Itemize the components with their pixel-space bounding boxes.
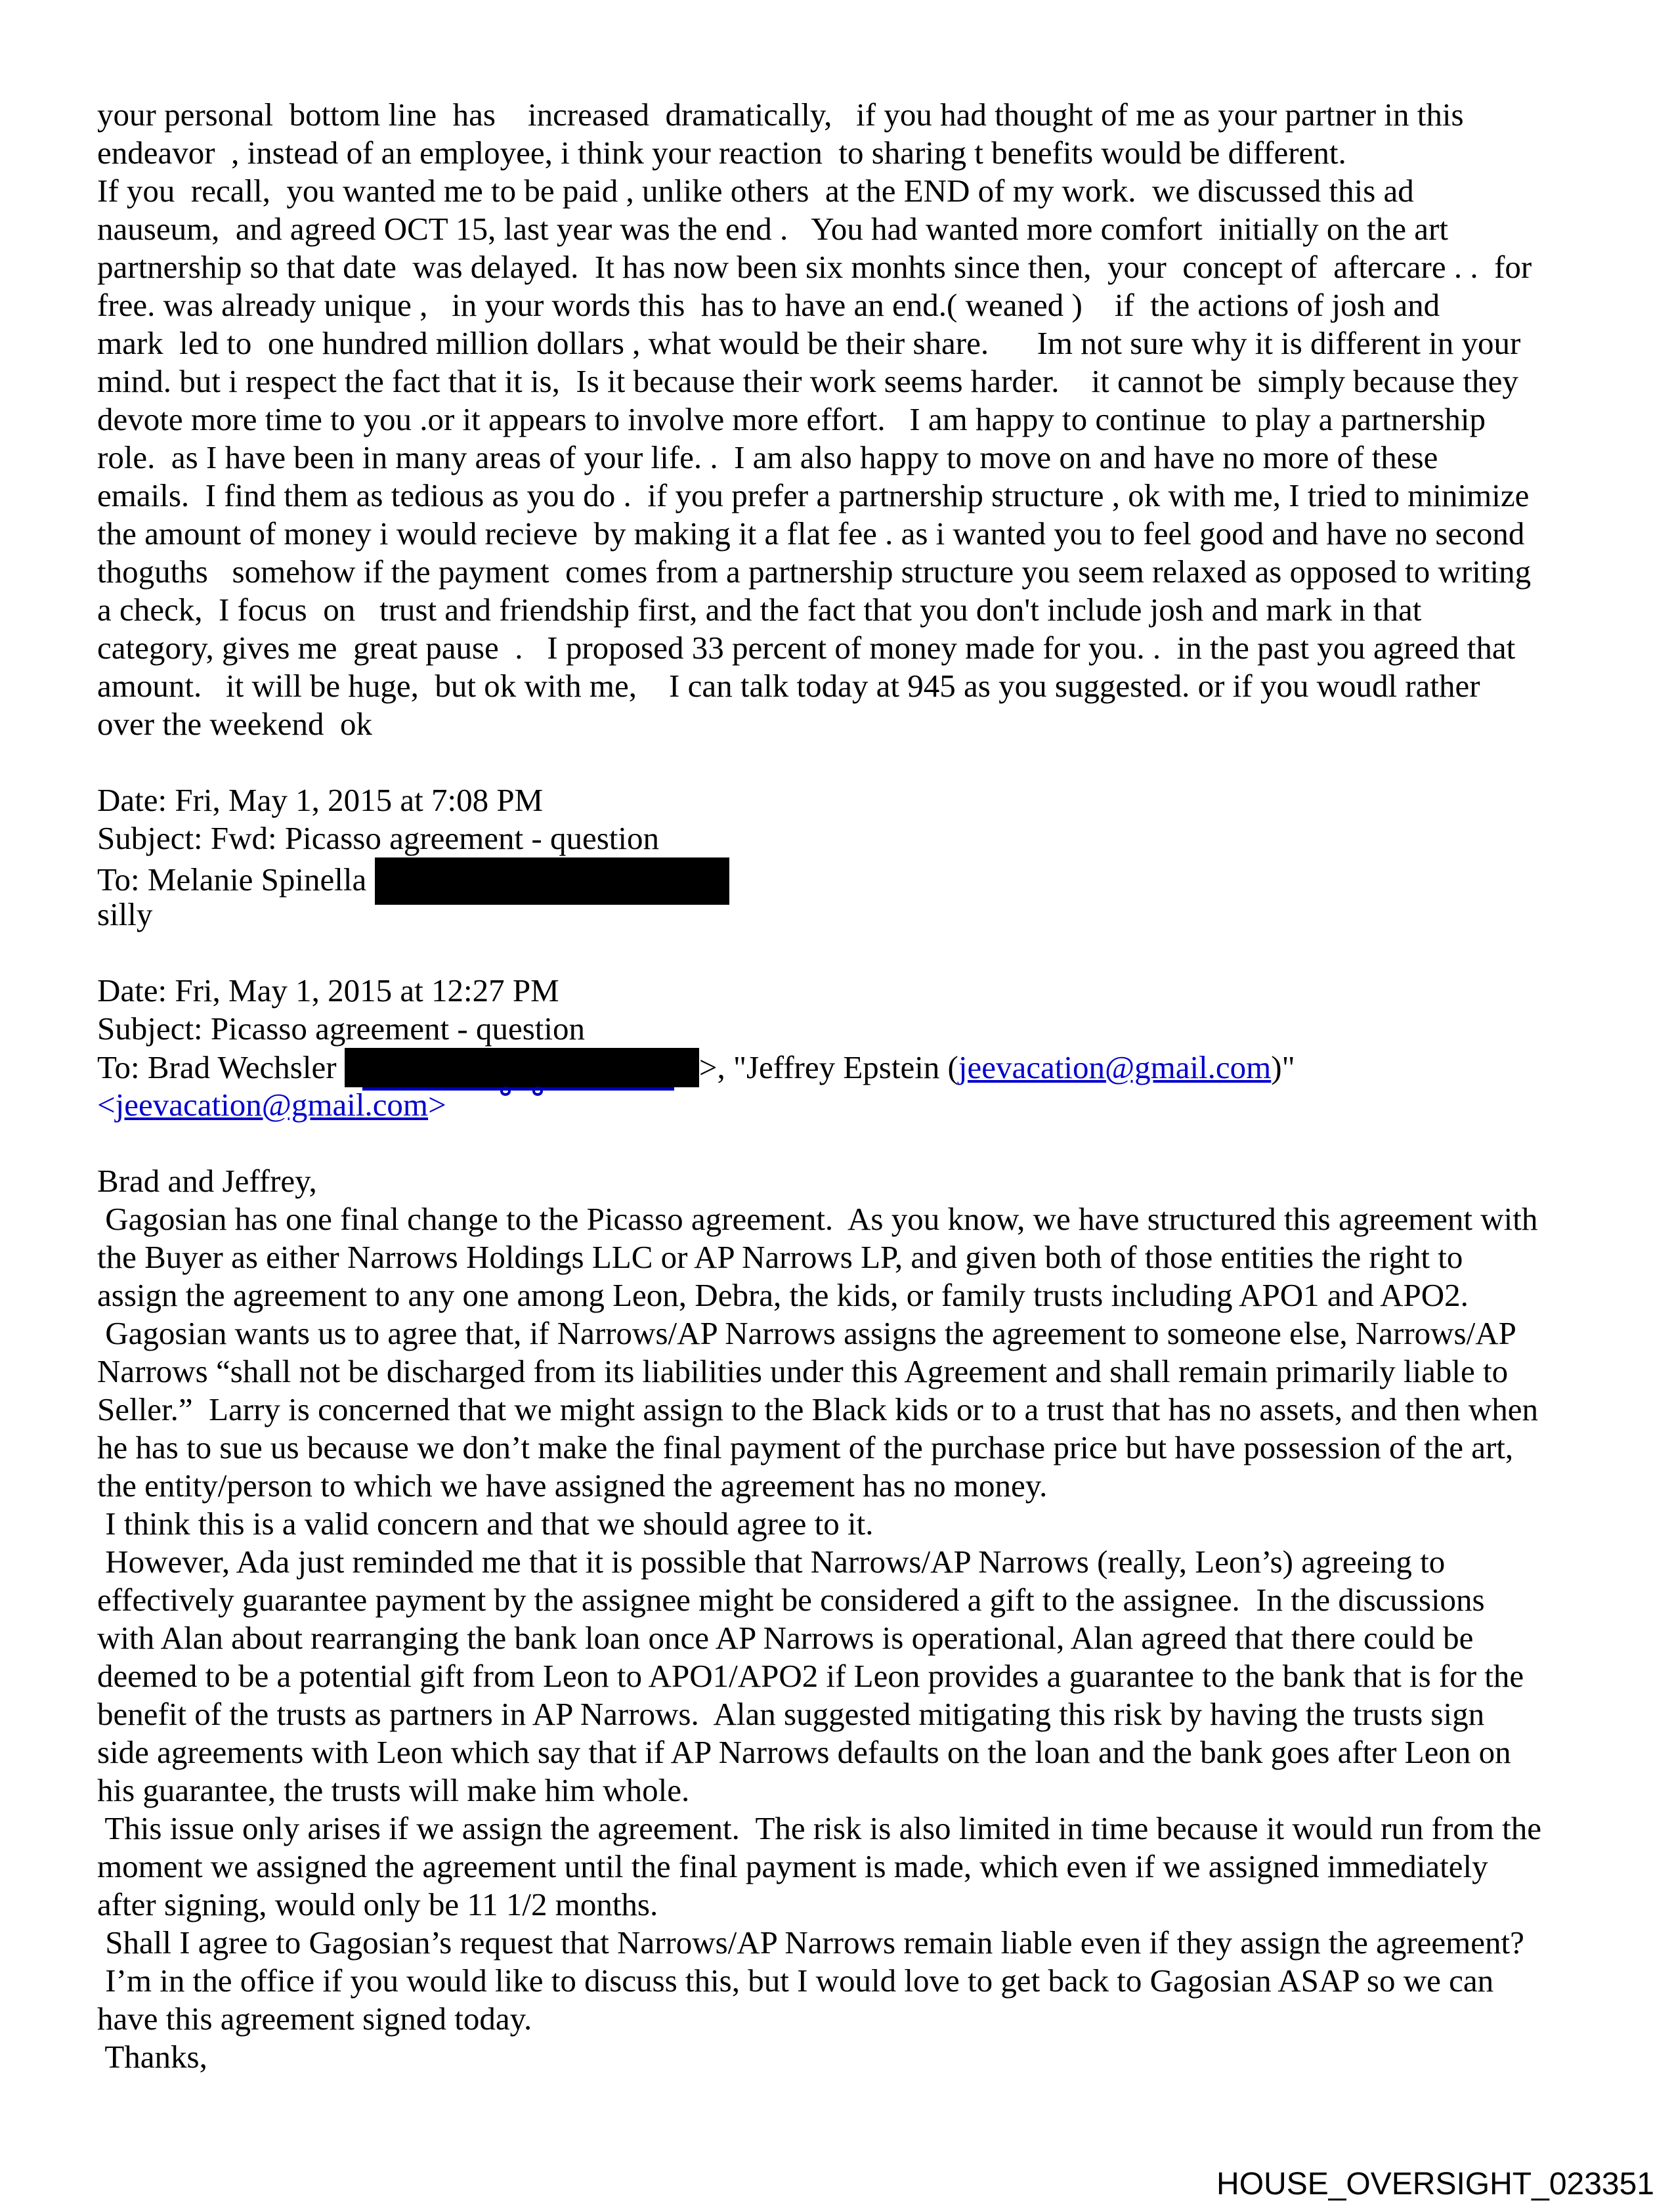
text-line xyxy=(97,1962,1587,2000)
text-line xyxy=(97,1086,1587,1124)
text-run: devote more time to you .or it appears to involve more effort. I am happy to continue to play a partnership xyxy=(97,401,1486,437)
text-line xyxy=(97,1810,1587,1848)
text-line xyxy=(97,1505,1587,1543)
text-line xyxy=(97,1391,1587,1429)
text-run: >, "Jeffrey Epstein ( xyxy=(698,1049,958,1085)
text-line xyxy=(97,1619,1587,1657)
text-line xyxy=(97,857,1587,896)
text-run: mark led to one hundred million dollars , what would be their share. Im not sure why it is different in your xyxy=(97,325,1521,361)
text-line xyxy=(97,1353,1587,1391)
text-line xyxy=(97,324,1587,362)
text-run: moment we assigned the agreement until the final payment is made, which even if we assigned immediately xyxy=(97,1848,1488,1884)
text-line xyxy=(97,972,1587,1010)
text-run: I’m in the office if you would like to discuss this, but I would love to get back to Gagosian ASAP so we can xyxy=(97,1963,1494,1999)
text-line xyxy=(97,1010,1587,1048)
text-run: effectively guarantee payment by the assignee might be considered a gift to the assignee. In the discussions xyxy=(97,1582,1485,1618)
text-line xyxy=(97,1733,1587,1771)
text-run: nauseum, and agreed OCT 15, last year was the end . You had wanted more comfort initially on the art xyxy=(97,211,1448,247)
text-run: I think this is a valid concern and that we should agree to it. xyxy=(97,1506,874,1542)
text-run: the Buyer as either Narrows Holdings LLC or AP Narrows LP, and given both of those entities the right to xyxy=(97,1239,1463,1275)
text-run: thoguths somehow if the payment comes from a partnership structure you seem relaxed as opposed to writing xyxy=(97,553,1532,590)
text-line xyxy=(97,1543,1587,1581)
email-thread-text xyxy=(97,96,1587,2076)
text-line xyxy=(97,1200,1587,1238)
text-line xyxy=(97,362,1587,401)
text-line xyxy=(97,477,1587,515)
text-line xyxy=(97,1848,1587,1886)
text-run: the entity/person to which we have assigned the agreement has no money. xyxy=(97,1467,1048,1504)
text-run: silly xyxy=(97,896,153,932)
text-run: To: Brad Wechsler xyxy=(97,1049,345,1085)
text-run: role. as I have been in many areas of your life. . I am also happy to move on and have no more of these xyxy=(97,439,1438,475)
text-line xyxy=(97,1467,1587,1505)
text-run: Brad and Jeffrey, xyxy=(97,1163,317,1199)
text-line xyxy=(97,96,1587,134)
text-run: Subject: Fwd: Picasso agreement - question xyxy=(97,820,659,856)
text-line xyxy=(97,896,1587,934)
text-run: the amount of money i would recieve by making it a flat fee . as i wanted you to feel good and have no second xyxy=(97,515,1525,552)
text-run: endeavor , instead of an employee, i think your reaction to sharing t benefits would be different. xyxy=(97,135,1346,171)
text-run: benefit of the trusts as partners in AP Narrows. Alan suggested mitigating this risk by having the trusts sign xyxy=(97,1696,1485,1732)
email-link-bracket: < xyxy=(97,1087,116,1123)
text-run: )" xyxy=(1271,1049,1295,1085)
text-run: category, gives me great pause . I proposed 33 percent of money made for you. . in the past you agreed that xyxy=(97,630,1516,666)
text-line xyxy=(97,515,1587,553)
text-run: a check, I focus on trust and friendship first, and the fact that you don't include josh and mark in that xyxy=(97,592,1422,628)
text-run: amount. it will be huge, but ok with me, I can talk today at 945 as you suggested. or if you woudl rather xyxy=(97,668,1480,704)
text-run: However, Ada just reminded me that it is possible that Narrows/AP Narrows (really, Leon’s) agreeing to xyxy=(97,1544,1446,1580)
text-run: If you recall, you wanted me to be paid , unlike others at the END of my work. we discussed this ad xyxy=(97,173,1414,209)
text-line xyxy=(97,1429,1587,1467)
text-run: with Alan about rearranging the bank loan once AP Narrows is operational, Alan agreed that there could be xyxy=(97,1620,1474,1656)
email-link[interactable]: jeevacation@gmail.com xyxy=(958,1049,1272,1085)
text-run: his guarantee, the trusts will make him whole. xyxy=(97,1772,690,1808)
text-line xyxy=(97,172,1587,210)
email-link[interactable]: jeevacation@gmail.com xyxy=(115,1087,429,1123)
text-run: Date: Fri, May 1, 2015 at 7:08 PM xyxy=(97,782,544,818)
text-line xyxy=(97,210,1587,248)
text-run: Seller.” Larry is concerned that we might assign to the Black kids or to a trust that has no assets, and then when xyxy=(97,1391,1538,1427)
text-run: have this agreement signed today. xyxy=(97,2001,532,2037)
text-run: Gagosian wants us to agree that, if Narrows/AP Narrows assigns the agreement to someone else, Narrows/AP xyxy=(97,1315,1516,1351)
text-run: To: Melanie Spinella xyxy=(97,861,375,898)
text-line xyxy=(97,781,1587,819)
redaction-box xyxy=(345,1048,699,1087)
bates-number: HOUSE_OVERSIGHT_023351 xyxy=(1216,2167,1654,2201)
text-line xyxy=(97,553,1587,591)
blank-line xyxy=(97,934,1587,972)
text-run: side agreements with Leon which say that if AP Narrows defaults on the loan and the bank goes after Leon on xyxy=(97,1734,1511,1770)
text-line xyxy=(97,629,1587,667)
text-line xyxy=(97,1314,1587,1353)
text-run: Shall I agree to Gagosian’s request that Narrows/AP Narrows remain liable even if they assign the agreement? xyxy=(97,1924,1524,1961)
text-run: assign the agreement to any one among Leon, Debra, the kids, or family trusts including APO1 and APO2. xyxy=(97,1277,1469,1313)
text-run: your personal bottom line has increased dramatically, if you had thought of me as your partner in this xyxy=(97,97,1464,133)
text-line xyxy=(97,1695,1587,1733)
blank-line xyxy=(97,743,1587,781)
blank-line xyxy=(97,1124,1587,1162)
text-line xyxy=(97,1771,1587,1810)
text-line xyxy=(97,705,1587,743)
text-run: emails. I find them as tedious as you do . if you prefer a partnership structure , ok with me, I tried to minimize xyxy=(97,477,1530,513)
text-run: Subject: Picasso agreement - question xyxy=(97,1010,585,1047)
text-run: Date: Fri, May 1, 2015 at 12:27 PM xyxy=(97,972,559,1008)
text-run: Thanks, xyxy=(97,2039,207,2075)
text-line xyxy=(97,1238,1587,1276)
text-run: over the weekend ok xyxy=(97,706,373,742)
text-run: mind. but i respect the fact that it is, Is it because their work seems harder. it cannot be simply because they xyxy=(97,363,1518,399)
text-run: after signing, would only be 11 1/2 months. xyxy=(97,1886,658,1922)
text-line xyxy=(97,1162,1587,1200)
email-link-bracket: > xyxy=(428,1087,446,1123)
text-line xyxy=(97,1886,1587,1924)
text-line xyxy=(97,1581,1587,1619)
text-line xyxy=(97,286,1587,324)
text-line xyxy=(97,134,1587,172)
text-line xyxy=(97,667,1587,705)
text-run: free. was already unique , in your words this has to have an end.( weaned ) if the actions of josh and xyxy=(97,287,1440,323)
text-line xyxy=(97,1048,1587,1086)
text-run: partnership so that date was delayed. It has now been six monhts since then, your concept of aftercare . . for xyxy=(97,249,1532,285)
text-line xyxy=(97,819,1587,857)
text-line xyxy=(97,439,1587,477)
text-line xyxy=(97,401,1587,439)
text-line xyxy=(97,1276,1587,1314)
text-line xyxy=(97,591,1587,629)
text-run: This issue only arises if we assign the agreement. The risk is also limited in time because it would run from the xyxy=(97,1810,1542,1846)
text-line xyxy=(97,248,1587,286)
text-line xyxy=(97,2038,1587,2076)
text-run: deemed to be a potential gift from Leon to APO1/APO2 if Leon provides a guarantee to the bank that is for the xyxy=(97,1658,1524,1694)
text-line xyxy=(97,1924,1587,1962)
text-run: Gagosian has one final change to the Picasso agreement. As you know, we have structured this agreement with xyxy=(97,1201,1538,1237)
text-run: Narrows “shall not be discharged from its liabilities under this Agreement and shall remain primarily liable to xyxy=(97,1353,1509,1389)
text-line xyxy=(97,2000,1587,2038)
text-line xyxy=(97,1657,1587,1695)
text-run: he has to sue us because we don’t make the final payment of the purchase price but have possession of the art, xyxy=(97,1429,1514,1465)
